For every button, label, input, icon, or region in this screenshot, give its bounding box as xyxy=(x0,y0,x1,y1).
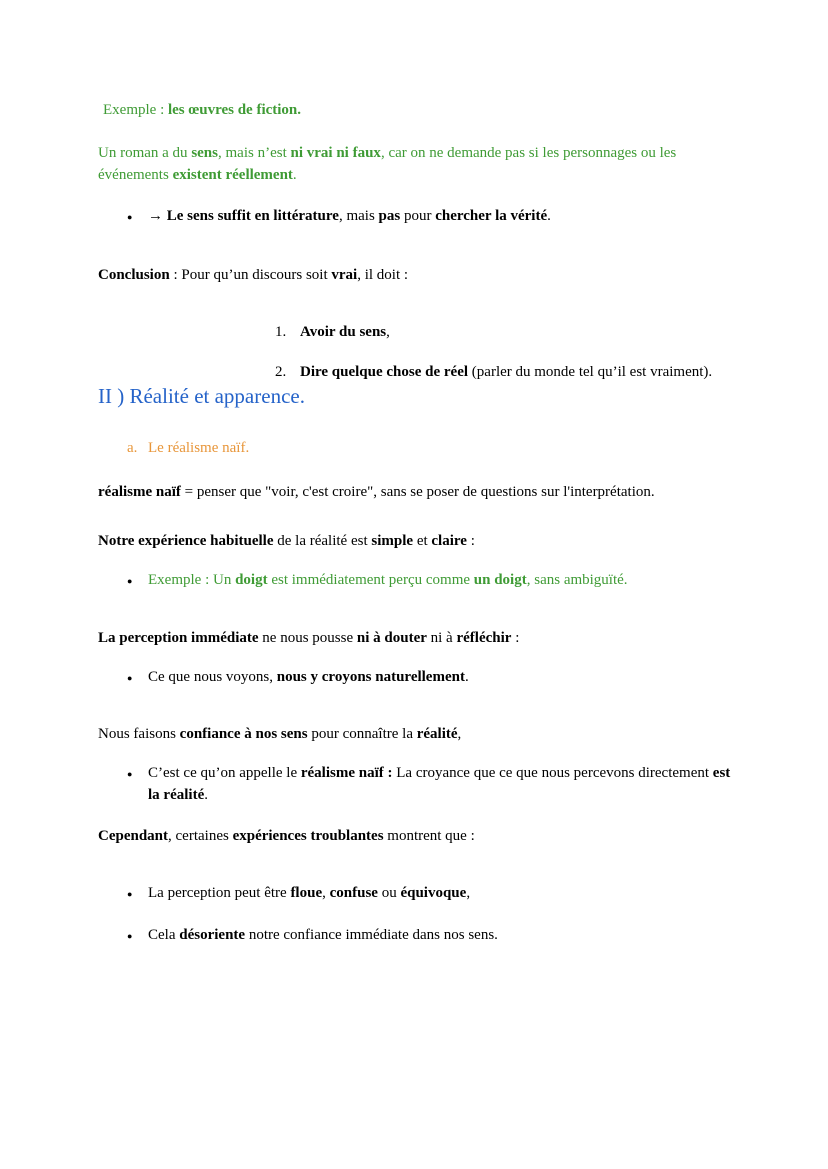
text-run: notre confiance immédiate dans nos sens. xyxy=(245,926,498,943)
text-run: (parler du monde tel qu’il est vraiment). xyxy=(468,363,713,380)
text-run: Conclusion xyxy=(98,267,170,284)
text-run: les œuvres de fiction. xyxy=(167,102,302,118)
text-run: confuse xyxy=(329,885,378,902)
text-run: . xyxy=(292,166,297,183)
text-run: chercher la vérité xyxy=(435,207,548,224)
subsection-realisme-naif xyxy=(98,438,732,459)
bullet-realisme-naif-croyance xyxy=(98,763,732,806)
text-run: C’est ce qu’on appelle le xyxy=(148,765,301,782)
text-run: nous y croyons naturellement xyxy=(276,668,465,685)
text-run: , xyxy=(466,885,471,902)
bullet-perception-floue xyxy=(98,883,732,904)
text-run: Un roman a du xyxy=(98,145,192,162)
text-run: ni vrai ni faux xyxy=(290,145,381,162)
bullet-icon: ● xyxy=(127,889,133,900)
text-run: : Pour qu’un discours soit xyxy=(169,267,332,284)
text-run: simple xyxy=(371,532,414,549)
text-run: confiance à nos sens xyxy=(179,726,308,743)
numbered-item-dire-reel xyxy=(98,362,732,383)
text-run: , mais n’est xyxy=(218,145,291,162)
text-run: . xyxy=(547,207,551,224)
text-run: est immédiatement perçu comme xyxy=(267,572,474,589)
text-run: Dire quelque chose de réel xyxy=(300,363,469,380)
bullet-exemple-doigt xyxy=(98,570,732,591)
text-run: , xyxy=(457,726,462,743)
text-run: . xyxy=(204,786,208,803)
text-run: La croyance que ce que nous percevons directement xyxy=(396,765,713,782)
text-run: un doigt xyxy=(473,572,527,589)
text-run: Ce que nous voyons, xyxy=(148,668,277,685)
text-run: et xyxy=(413,532,432,549)
text-run: La perception peut être xyxy=(148,885,291,902)
text-run: ni à douter xyxy=(356,629,427,646)
text-run: floue xyxy=(290,885,323,902)
text-run: La perception immédiate xyxy=(98,629,259,646)
text-run: Cependant xyxy=(98,828,169,845)
text-run: pour connaître la xyxy=(307,726,417,743)
text-run: doigt xyxy=(235,572,268,589)
text-run: réfléchir xyxy=(456,629,512,646)
paragraph-confiance-sens xyxy=(98,724,732,745)
text-run: Cela xyxy=(148,926,180,943)
paragraph-exemple-fiction xyxy=(103,100,732,121)
bullet-icon: ● xyxy=(127,769,133,780)
text-run: réalisme naïf : xyxy=(300,765,397,782)
text-run: Nous faisons xyxy=(98,726,180,743)
text-run: désoriente xyxy=(179,926,246,943)
bullet-desoriente xyxy=(98,925,732,946)
paragraph-roman-sens xyxy=(98,143,732,186)
text-run: Exemple : xyxy=(103,102,168,118)
text-run: : xyxy=(466,532,475,549)
paragraph-cependant xyxy=(98,826,732,847)
text-run: Exemple : Un xyxy=(148,572,236,589)
bullet-icon: ● xyxy=(127,211,133,222)
text-run: , certaines xyxy=(168,828,233,845)
text-run: : xyxy=(511,629,520,646)
text-run: vrai xyxy=(331,267,358,284)
bullet-croyons-naturellement xyxy=(98,667,732,688)
text-run: claire xyxy=(431,532,467,549)
text-run: ou xyxy=(377,885,401,902)
list-number: 2. xyxy=(275,363,287,380)
paragraph-experience-habituelle xyxy=(98,531,732,552)
text-run: ne nous pousse xyxy=(258,629,357,646)
text-run: ni à xyxy=(426,629,457,646)
paragraph-conclusion xyxy=(98,265,732,286)
list-letter: a. xyxy=(127,440,138,457)
list-number: 1. xyxy=(275,324,287,341)
text-run: , mais xyxy=(338,207,379,224)
text-run: Le réalisme naïf. xyxy=(148,440,250,457)
text-run: . xyxy=(464,668,469,685)
text-run: équivoque xyxy=(400,885,467,902)
section-heading-realite-apparence: II ) Réalité et apparence. xyxy=(98,384,305,409)
text-run: , car on ne demande pas si les personnages ou les événements xyxy=(98,145,677,183)
text-run: → Le sens suffit en littérature xyxy=(148,207,339,224)
text-run: = penser que "voir, c'est croire", sans se poser de questions sur l'interprétation. xyxy=(180,483,655,500)
text-run: réalité xyxy=(416,726,458,743)
bullet-sens-litterature xyxy=(98,206,732,227)
text-run: pas xyxy=(378,207,401,224)
text-run: Notre expérience habituelle xyxy=(98,532,274,549)
paragraph-perception-immediate xyxy=(98,628,732,649)
text-run: sens xyxy=(191,145,218,162)
text-run: , sans ambiguïté. xyxy=(526,572,628,589)
text-run: pour xyxy=(400,207,436,224)
text-run: Avoir du sens xyxy=(300,324,387,341)
text-run: , xyxy=(322,885,330,902)
numbered-item-avoir-du-sens xyxy=(98,322,732,343)
bullet-icon: ● xyxy=(127,930,133,941)
text-run: de la réalité est xyxy=(273,532,372,549)
bullet-icon: ● xyxy=(127,576,133,587)
text-run: réalisme naïf xyxy=(98,483,181,500)
text-run: , xyxy=(386,324,390,341)
paragraph-definition-realisme-naif xyxy=(98,482,732,503)
text-run: , il doit : xyxy=(357,267,409,284)
bullet-icon: ● xyxy=(127,672,133,683)
text-run: est la réalité xyxy=(148,765,731,803)
text-run: expériences troublantes xyxy=(232,828,384,845)
text-run: montrent que : xyxy=(383,828,475,845)
text-run: existent réellement xyxy=(172,166,293,183)
